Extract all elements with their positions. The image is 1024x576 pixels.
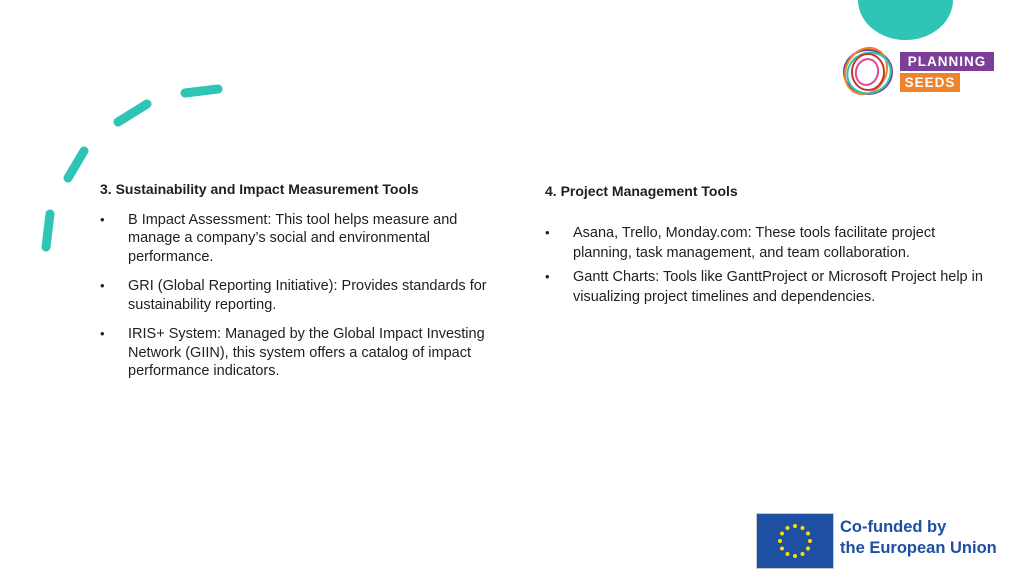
list-item-text: B Impact Assessment: This tool helps measure and manage a company’s social and environmental performance. [128, 211, 458, 265]
section-title: 3. Sustainability and Impact Measurement Tools [100, 181, 419, 197]
bullet-list [100, 211, 510, 381]
eu-cofunded-badge [756, 513, 1006, 569]
list-item-text: IRIS+ System: Managed by the Global Impact Investing Network (GIIN), this system offers a catalog of impact performance indicators. [128, 326, 485, 379]
bullet-icon: • [545, 224, 550, 240]
eu-flag-icon [756, 513, 834, 569]
list-item [545, 223, 985, 264]
list-item [100, 277, 510, 314]
bullet-icon: • [545, 268, 550, 284]
list-item [100, 325, 510, 381]
eu-cofunded-text [840, 517, 997, 559]
eu-text-line1: Co-funded by [840, 518, 947, 536]
bullet-list [545, 223, 985, 308]
list-item-text: Gantt Charts: Tools like GanttProject or Microsoft Project help in visualizing project timelines and dependencies. [573, 268, 983, 305]
arc-dash [118, 104, 147, 122]
section-title: 4. Project Management Tools [545, 183, 738, 199]
arc-dash [185, 89, 218, 93]
list-item [545, 267, 985, 308]
eu-text-line2: the European Union [840, 539, 997, 557]
logo-word-planning: PLANNING [900, 52, 994, 71]
list-item [100, 211, 510, 267]
teal-circle-decoration [858, 0, 953, 40]
list-item-text: GRI (Global Reporting Initiative): Provides standards for sustainability reporting. [128, 278, 487, 313]
list-item-text: Asana, Trello, Monday.com: These tools facilitate project planning, task management, and team collaboration. [573, 224, 936, 261]
planning-seeds-logo [838, 44, 998, 100]
logo-rings-icon [838, 44, 898, 100]
bullet-icon: • [100, 211, 105, 227]
bullet-icon: • [100, 326, 105, 341]
section-project-management-tools [545, 182, 985, 311]
bullet-icon: • [100, 278, 105, 293]
section-sustainability-tools [100, 180, 510, 392]
arc-dash [68, 151, 84, 178]
arc-dash [46, 214, 50, 247]
logo-word-seeds: SEEDS [900, 73, 960, 92]
